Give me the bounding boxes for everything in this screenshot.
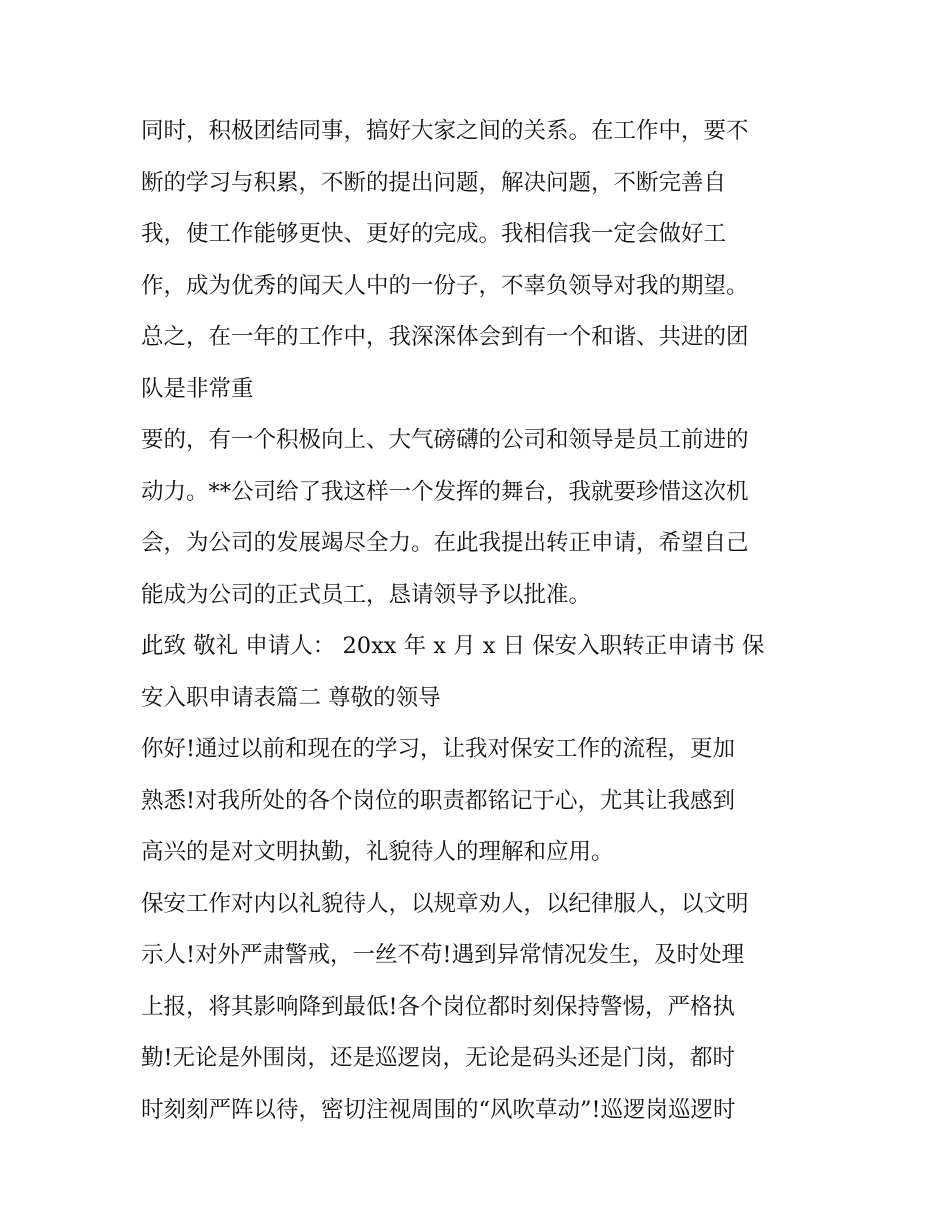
text-line: 队是非常重 xyxy=(141,375,254,402)
text-line: 保安工作对内以礼貌待人，以规章劝人，以纪律服人，以文明 xyxy=(141,890,749,917)
text-line: 安入职申请表篇二 尊敬的领导 xyxy=(141,684,441,711)
text-line: 你好!通过以前和现在的学习，让我对保安工作的流程，更加 xyxy=(141,736,736,762)
text-line: 高兴的是对文明执勤，礼貌待人的理解和应用。 xyxy=(141,839,614,865)
text-line: 总之，在一年的工作中，我深深体会到有一个和谐、共进的团 xyxy=(141,324,749,350)
text-line: 时刻刻严阵以待，密切注视周围的“风吹草动”!巡逻岗巡逻时 xyxy=(141,1096,736,1123)
text-line: 我，使工作能够更快、更好的完成。我相信我一定会做好工 xyxy=(141,221,727,247)
text-line: 会，为公司的发展竭尽全力。在此我提出转正申请，希望自己 xyxy=(141,530,749,556)
text-line: 示人!对外严肃警戒，一丝不苟!遇到异常情况发生，及时处理 xyxy=(141,942,745,968)
text-line: 要的，有一个积极向上、大气磅礴的公司和领导是员工前进的 xyxy=(141,427,749,453)
text-line: 勤!无论是外围岗，还是巡逻岗，无论是码头还是门岗，都时 xyxy=(141,1045,736,1071)
text-line: 熟悉!对我所处的各个岗位的职责都铭记于心，尤其让我感到 xyxy=(141,787,736,814)
text-line: 同时，积极团结同事，搞好大家之间的关系。在工作中，要不 xyxy=(141,118,749,144)
text-line: 断的学习与积累，不断的提出问题，解决问题，不断完善自 xyxy=(141,169,727,196)
text-line: 动力。**公司给了我这样一个发挥的舞台，我就要珍惜这次机 xyxy=(141,478,749,505)
text-line: 作，成为优秀的闻天人中的一份子，不辜负领导对我的期望。 xyxy=(141,272,749,299)
text-line: 此致 敬礼 申请人： 20xx 年 x 月 x 日 保安入职转正申请书 保 xyxy=(141,633,765,659)
document-body xyxy=(141,106,841,1136)
text-line: 上报，将其影响降到最低!各个岗位都时刻保持警惕，严格执 xyxy=(141,993,736,1020)
text-line: 能成为公司的正式员工，恳请领导予以批准。 xyxy=(141,581,592,608)
